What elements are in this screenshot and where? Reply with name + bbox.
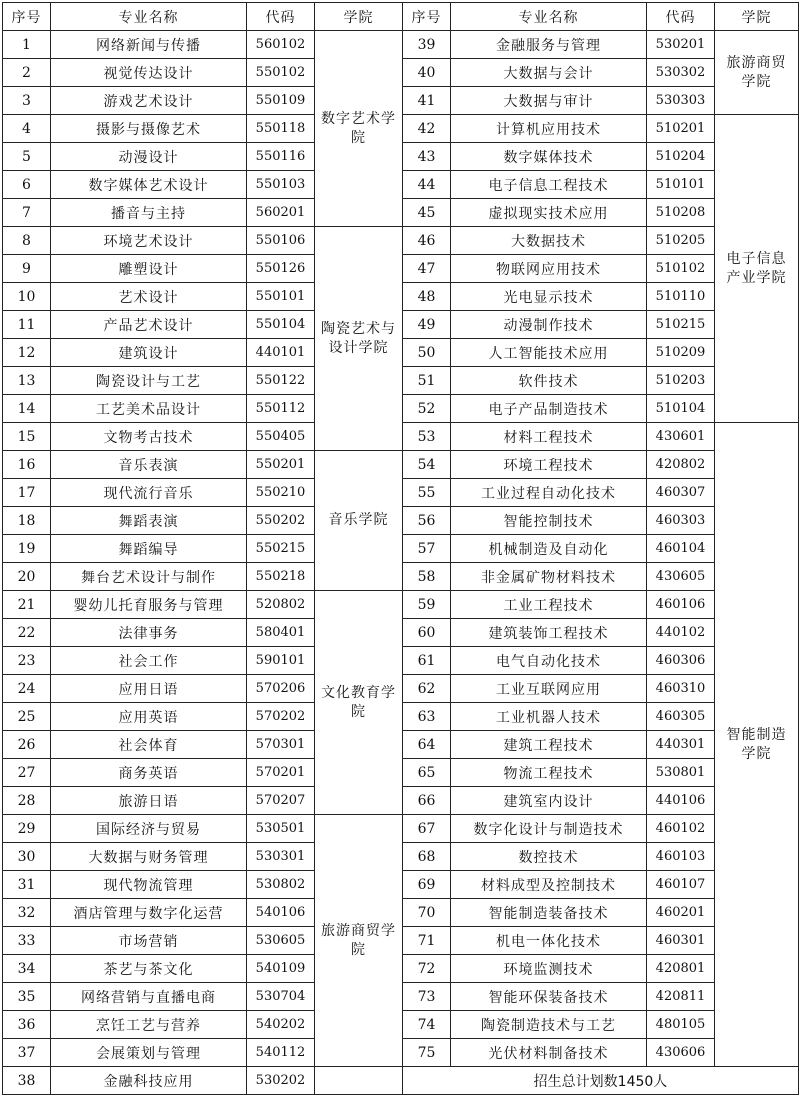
major-code-cell: 530605 (247, 927, 315, 955)
seq-cell: 50 (403, 339, 451, 367)
major-code-cell: 570202 (247, 703, 315, 731)
major-name-cell: 建筑装饰工程技术 (451, 619, 647, 647)
seq-cell: 71 (403, 927, 451, 955)
seq-cell: 36 (3, 1011, 51, 1039)
seq-cell: 68 (403, 843, 451, 871)
major-name-cell: 舞蹈表演 (51, 507, 247, 535)
major-name-cell: 大数据技术 (451, 227, 647, 255)
major-name-cell: 电子产品制造技术 (451, 395, 647, 423)
major-name-cell: 应用日语 (51, 675, 247, 703)
major-name-cell: 大数据与财务管理 (51, 843, 247, 871)
seq-cell: 10 (3, 283, 51, 311)
major-code-cell: 510205 (647, 227, 715, 255)
table-row (3, 227, 799, 255)
major-code-cell: 420811 (647, 983, 715, 1011)
major-name-cell: 机电一体化技术 (451, 927, 647, 955)
major-name-cell: 金融科技应用 (51, 1067, 247, 1095)
major-name-cell: 数字化设计与制造技术 (451, 815, 647, 843)
major-name-cell: 法律事务 (51, 619, 247, 647)
seq-cell: 12 (3, 339, 51, 367)
major-name-cell: 社会体育 (51, 731, 247, 759)
seq-cell: 56 (403, 507, 451, 535)
major-name-cell: 大数据与审计 (451, 87, 647, 115)
major-code-cell: 550210 (247, 479, 315, 507)
seq-cell: 69 (403, 871, 451, 899)
header-seq-right: 序号 (403, 3, 451, 31)
major-code-cell: 510208 (647, 199, 715, 227)
major-name-cell: 虚拟现实技术应用 (451, 199, 647, 227)
major-name-cell: 婴幼儿托育服务与管理 (51, 591, 247, 619)
major-code-cell: 580401 (247, 619, 315, 647)
major-name-cell: 建筑工程技术 (451, 731, 647, 759)
major-name-cell: 环境监测技术 (451, 955, 647, 983)
seq-cell: 63 (403, 703, 451, 731)
seq-cell: 26 (3, 731, 51, 759)
seq-cell: 75 (403, 1039, 451, 1067)
major-code-cell: 510110 (647, 283, 715, 311)
seq-cell: 34 (3, 955, 51, 983)
major-code-cell: 510104 (647, 395, 715, 423)
header-major-left: 专业名称 (51, 3, 247, 31)
seq-cell: 21 (3, 591, 51, 619)
major-code-cell: 480105 (647, 1011, 715, 1039)
major-code-cell: 440301 (647, 731, 715, 759)
major-name-cell: 数控技术 (451, 843, 647, 871)
major-code-cell: 440106 (647, 787, 715, 815)
major-name-cell: 环境工程技术 (451, 451, 647, 479)
seq-cell: 38 (3, 1067, 51, 1095)
major-code-cell: 430601 (647, 423, 715, 451)
seq-cell: 41 (403, 87, 451, 115)
major-name-cell: 工业工程技术 (451, 591, 647, 619)
major-name-cell: 数字媒体艺术设计 (51, 171, 247, 199)
major-name-cell: 陶瓷设计与工艺 (51, 367, 247, 395)
college-cell: 电子信息产业学院 (715, 115, 799, 423)
major-name-cell: 光电显示技术 (451, 283, 647, 311)
major-name-cell: 金融服务与管理 (451, 31, 647, 59)
major-name-cell: 工业过程自动化技术 (451, 479, 647, 507)
major-name-cell: 舞台艺术设计与制作 (51, 563, 247, 591)
seq-cell: 32 (3, 899, 51, 927)
major-name-cell: 动漫制作技术 (451, 311, 647, 339)
major-name-cell: 艺术设计 (51, 283, 247, 311)
seq-cell: 61 (403, 647, 451, 675)
seq-cell: 29 (3, 815, 51, 843)
table-row (3, 815, 799, 843)
major-name-cell: 社会工作 (51, 647, 247, 675)
major-code-cell: 550104 (247, 311, 315, 339)
major-name-cell: 人工智能技术应用 (451, 339, 647, 367)
major-code-cell: 520802 (247, 591, 315, 619)
seq-cell: 8 (3, 227, 51, 255)
major-code-cell: 530201 (647, 31, 715, 59)
major-code-cell: 460102 (647, 815, 715, 843)
major-name-cell: 物流工程技术 (451, 759, 647, 787)
major-name-cell: 商务英语 (51, 759, 247, 787)
major-code-cell: 550106 (247, 227, 315, 255)
total-plan-cell: 招生总计划数1450人 (403, 1067, 799, 1095)
seq-cell: 70 (403, 899, 451, 927)
major-code-cell: 460107 (647, 871, 715, 899)
seq-cell: 15 (3, 423, 51, 451)
seq-cell: 16 (3, 451, 51, 479)
header-college-right: 学院 (715, 3, 799, 31)
major-code-cell: 530301 (247, 843, 315, 871)
major-code-cell: 550103 (247, 171, 315, 199)
seq-cell: 40 (403, 59, 451, 87)
major-code-cell: 550101 (247, 283, 315, 311)
table-row (3, 451, 799, 479)
header-code-left: 代码 (247, 3, 315, 31)
major-code-cell: 510102 (647, 255, 715, 283)
major-name-cell: 动漫设计 (51, 143, 247, 171)
major-name-cell: 材料成型及控制技术 (451, 871, 647, 899)
seq-cell: 51 (403, 367, 451, 395)
table-row (3, 31, 799, 59)
major-code-cell: 550126 (247, 255, 315, 283)
major-name-cell: 软件技术 (451, 367, 647, 395)
major-code-cell: 550109 (247, 87, 315, 115)
major-code-cell: 550102 (247, 59, 315, 87)
major-code-cell: 550118 (247, 115, 315, 143)
major-name-cell: 会展策划与管理 (51, 1039, 247, 1067)
major-name-cell: 市场营销 (51, 927, 247, 955)
header-seq-left: 序号 (3, 3, 51, 31)
table-body (3, 31, 799, 1095)
major-name-cell: 数字媒体技术 (451, 143, 647, 171)
major-name-cell: 应用英语 (51, 703, 247, 731)
seq-cell: 57 (403, 535, 451, 563)
seq-cell: 62 (403, 675, 451, 703)
major-code-cell: 440101 (247, 339, 315, 367)
major-name-cell: 国际经济与贸易 (51, 815, 247, 843)
seq-cell: 31 (3, 871, 51, 899)
major-code-cell: 530302 (647, 59, 715, 87)
major-code-cell: 530202 (247, 1067, 315, 1095)
major-name-cell: 音乐表演 (51, 451, 247, 479)
table-row (3, 591, 799, 619)
seq-cell: 23 (3, 647, 51, 675)
major-code-cell: 460201 (647, 899, 715, 927)
major-code-cell: 550122 (247, 367, 315, 395)
major-code-cell: 510215 (647, 311, 715, 339)
major-code-cell: 560102 (247, 31, 315, 59)
major-name-cell: 陶瓷制造技术与工艺 (451, 1011, 647, 1039)
major-code-cell: 540202 (247, 1011, 315, 1039)
major-name-cell: 现代物流管理 (51, 871, 247, 899)
majors-table (2, 2, 799, 1095)
major-name-cell: 智能制造装备技术 (451, 899, 647, 927)
seq-cell: 37 (3, 1039, 51, 1067)
major-name-cell: 视觉传达设计 (51, 59, 247, 87)
major-name-cell: 舞蹈编导 (51, 535, 247, 563)
seq-cell: 60 (403, 619, 451, 647)
table-header-row (3, 3, 799, 31)
seq-cell: 30 (3, 843, 51, 871)
major-name-cell: 产品艺术设计 (51, 311, 247, 339)
major-code-cell: 460303 (647, 507, 715, 535)
seq-cell: 3 (3, 87, 51, 115)
major-code-cell: 460310 (647, 675, 715, 703)
seq-cell: 14 (3, 395, 51, 423)
seq-cell: 9 (3, 255, 51, 283)
major-name-cell: 雕塑设计 (51, 255, 247, 283)
major-code-cell: 550112 (247, 395, 315, 423)
major-name-cell: 酒店管理与数字化运营 (51, 899, 247, 927)
major-code-cell: 460307 (647, 479, 715, 507)
major-name-cell: 工业机器人技术 (451, 703, 647, 731)
major-code-cell: 510204 (647, 143, 715, 171)
major-code-cell: 510203 (647, 367, 715, 395)
major-code-cell: 540109 (247, 955, 315, 983)
major-code-cell: 460103 (647, 843, 715, 871)
seq-cell: 35 (3, 983, 51, 1011)
major-code-cell: 570206 (247, 675, 315, 703)
seq-cell: 44 (403, 171, 451, 199)
major-name-cell: 播音与主持 (51, 199, 247, 227)
major-code-cell: 550201 (247, 451, 315, 479)
college-cell: 陶瓷艺术与设计学院 (315, 227, 403, 451)
major-code-cell: 510209 (647, 339, 715, 367)
seq-cell: 33 (3, 927, 51, 955)
major-code-cell: 460106 (647, 591, 715, 619)
major-name-cell: 现代流行音乐 (51, 479, 247, 507)
header-college-left: 学院 (315, 3, 403, 31)
seq-cell: 1 (3, 31, 51, 59)
college-cell: 智能制造学院 (715, 423, 799, 1067)
major-code-cell: 530303 (647, 87, 715, 115)
seq-cell: 49 (403, 311, 451, 339)
major-code-cell: 430605 (647, 563, 715, 591)
seq-cell: 48 (403, 283, 451, 311)
major-code-cell: 460301 (647, 927, 715, 955)
major-code-cell: 420802 (647, 451, 715, 479)
major-name-cell: 网络新闻与传播 (51, 31, 247, 59)
seq-cell: 25 (3, 703, 51, 731)
seq-cell: 11 (3, 311, 51, 339)
major-name-cell: 智能环保装备技术 (451, 983, 647, 1011)
major-name-cell: 计算机应用技术 (451, 115, 647, 143)
major-code-cell: 570201 (247, 759, 315, 787)
seq-cell: 22 (3, 619, 51, 647)
major-name-cell: 工艺美术品设计 (51, 395, 247, 423)
seq-cell: 54 (403, 451, 451, 479)
major-code-cell: 570207 (247, 787, 315, 815)
seq-cell: 65 (403, 759, 451, 787)
college-cell: 旅游商贸学院 (315, 815, 403, 1067)
seq-cell: 55 (403, 479, 451, 507)
major-name-cell: 环境艺术设计 (51, 227, 247, 255)
major-name-cell: 智能控制技术 (451, 507, 647, 535)
major-code-cell: 550202 (247, 507, 315, 535)
seq-cell: 39 (403, 31, 451, 59)
major-code-cell: 550215 (247, 535, 315, 563)
major-name-cell: 电子信息工程技术 (451, 171, 647, 199)
seq-cell: 47 (403, 255, 451, 283)
seq-cell: 52 (403, 395, 451, 423)
major-code-cell: 420801 (647, 955, 715, 983)
header-code-right: 代码 (647, 3, 715, 31)
seq-cell: 72 (403, 955, 451, 983)
major-code-cell: 570301 (247, 731, 315, 759)
major-code-cell: 460305 (647, 703, 715, 731)
major-code-cell: 550116 (247, 143, 315, 171)
major-name-cell: 摄影与摄像艺术 (51, 115, 247, 143)
major-name-cell: 电气自动化技术 (451, 647, 647, 675)
seq-cell: 24 (3, 675, 51, 703)
major-name-cell: 非金属矿物材料技术 (451, 563, 647, 591)
major-code-cell: 510101 (647, 171, 715, 199)
seq-cell: 18 (3, 507, 51, 535)
seq-cell: 28 (3, 787, 51, 815)
seq-cell: 64 (403, 731, 451, 759)
seq-cell: 7 (3, 199, 51, 227)
seq-cell: 67 (403, 815, 451, 843)
major-code-cell: 510201 (647, 115, 715, 143)
seq-cell: 17 (3, 479, 51, 507)
major-name-cell: 大数据与会计 (451, 59, 647, 87)
college-cell: 数字艺术学院 (315, 31, 403, 227)
major-name-cell: 光伏材料制备技术 (451, 1039, 647, 1067)
major-code-cell: 460104 (647, 535, 715, 563)
major-name-cell: 游戏艺术设计 (51, 87, 247, 115)
seq-cell: 43 (403, 143, 451, 171)
major-code-cell: 560201 (247, 199, 315, 227)
major-code-cell: 540112 (247, 1039, 315, 1067)
seq-cell: 73 (403, 983, 451, 1011)
seq-cell: 20 (3, 563, 51, 591)
major-name-cell: 文物考古技术 (51, 423, 247, 451)
major-name-cell: 机械制造及自动化 (451, 535, 647, 563)
seq-cell: 4 (3, 115, 51, 143)
seq-cell: 2 (3, 59, 51, 87)
seq-cell: 74 (403, 1011, 451, 1039)
seq-cell: 42 (403, 115, 451, 143)
seq-cell: 6 (3, 171, 51, 199)
major-code-cell: 540106 (247, 899, 315, 927)
major-name-cell: 材料工程技术 (451, 423, 647, 451)
major-name-cell: 网络营销与直播电商 (51, 983, 247, 1011)
seq-cell: 66 (403, 787, 451, 815)
major-name-cell: 烹饪工艺与营养 (51, 1011, 247, 1039)
major-name-cell: 物联网应用技术 (451, 255, 647, 283)
major-name-cell: 工业互联网应用 (451, 675, 647, 703)
major-name-cell: 旅游日语 (51, 787, 247, 815)
seq-cell: 46 (403, 227, 451, 255)
major-code-cell: 530802 (247, 871, 315, 899)
major-code-cell: 590101 (247, 647, 315, 675)
college-cell: 旅游商贸学院 (715, 31, 799, 115)
major-code-cell: 430606 (647, 1039, 715, 1067)
major-code-cell: 550405 (247, 423, 315, 451)
seq-cell: 59 (403, 591, 451, 619)
major-code-cell: 530501 (247, 815, 315, 843)
major-code-cell: 530801 (647, 759, 715, 787)
major-code-cell: 440102 (647, 619, 715, 647)
seq-cell: 58 (403, 563, 451, 591)
college-cell (315, 1067, 403, 1095)
seq-cell: 53 (403, 423, 451, 451)
seq-cell: 5 (3, 143, 51, 171)
table-row (3, 1067, 799, 1095)
college-cell: 文化教育学院 (315, 591, 403, 815)
seq-cell: 13 (3, 367, 51, 395)
header-major-right: 专业名称 (451, 3, 647, 31)
major-name-cell: 建筑室内设计 (451, 787, 647, 815)
major-name-cell: 建筑设计 (51, 339, 247, 367)
major-code-cell: 550218 (247, 563, 315, 591)
seq-cell: 45 (403, 199, 451, 227)
seq-cell: 19 (3, 535, 51, 563)
college-cell: 音乐学院 (315, 451, 403, 591)
major-code-cell: 460306 (647, 647, 715, 675)
major-name-cell: 茶艺与茶文化 (51, 955, 247, 983)
seq-cell: 27 (3, 759, 51, 787)
major-code-cell: 530704 (247, 983, 315, 1011)
